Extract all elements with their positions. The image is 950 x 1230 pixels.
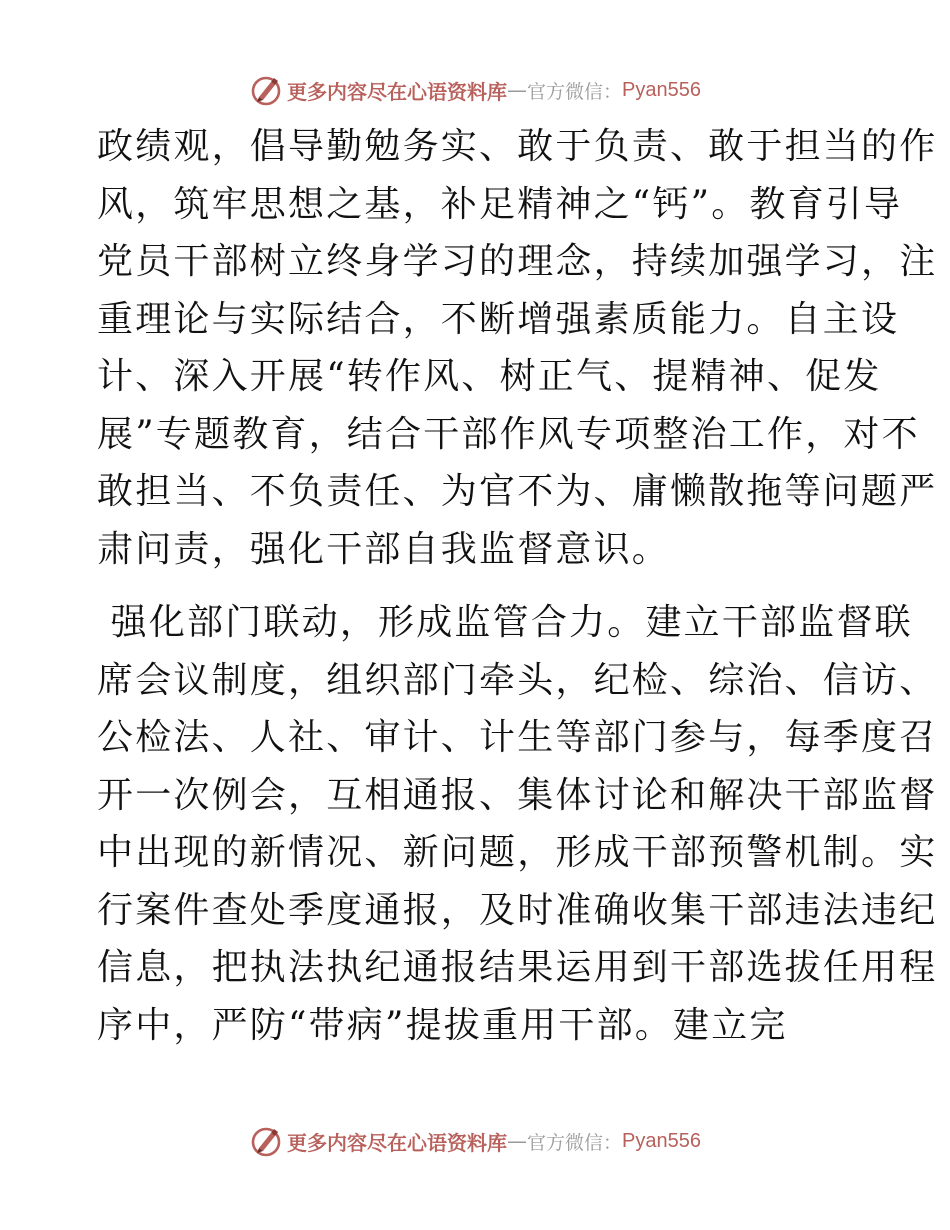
text-line: 党员干部树立终身学习的理念，持续加强学习，注 [97,241,938,282]
banner-site-name: 更多内容尽在心语资料库 [287,79,507,104]
banner-wechat-label: 官方微信： [527,80,623,103]
text-line: 席会议制度，组织部门牵头，纪检、综治、信访、 [97,659,938,701]
text-line: 中出现的新情况、新问题，形成干部预警机制。实 [97,832,938,873]
banner-wechat-id: Pyan556 [622,78,701,101]
paragraph-2 [97,594,938,1054]
banner-separator: — [507,78,527,102]
banner-site-name: 更多内容尽在心语资料库 [287,1130,507,1155]
text-line: 开一次例会，互相通报、集体讨论和解决干部监督 [97,774,938,816]
text-line: 序中，严防“带病”提拔重用干部。建立完 [97,1004,788,1046]
pen-logo-icon [249,1124,283,1158]
text-line: 重理论与实际结合，不断增强素质能力。自主设 [97,298,900,340]
banner-separator: — [507,1129,527,1153]
text-line: 强化部门联动，形成监管合力。建立干部监督联 [97,602,913,643]
paragraph-spacer [97,578,857,594]
text-line: 敢担当、不负责任、为官不为、庸懒散拖等问题严 [97,471,938,512]
text-line: 计、深入开展“转作风、树正气、提精神、促发 [97,356,882,397]
text-line: 展”专题教育，结合干部作风专项整治工作，对不 [97,413,920,455]
banner-wechat-id: Pyan556 [622,1129,701,1152]
text-line: 公检法、人社、审计、计生等部门参与，每季度召 [97,717,938,758]
banner-wechat-label: 官方微信： [527,1131,623,1154]
footer-banner [0,1121,950,1161]
pen-logo-icon [249,73,283,107]
text-line: 肃问责，强化干部自我监督意识。 [97,528,671,570]
text-line: 信息，把执法执纪通报结果运用到干部选拔任用程 [97,947,938,988]
text-line: 政绩观，倡导勤勉务实、敢于负责、敢于担当的作 [97,126,938,167]
text-line: 行案件查处季度通报，及时准确收集干部违法违纪 [97,889,938,931]
text-line: 风，筑牢思想之基，补足精神之“钙”。教育引导 [97,183,903,225]
paragraph-1 [97,118,938,578]
header-banner [0,70,950,110]
document-body [97,118,938,1054]
